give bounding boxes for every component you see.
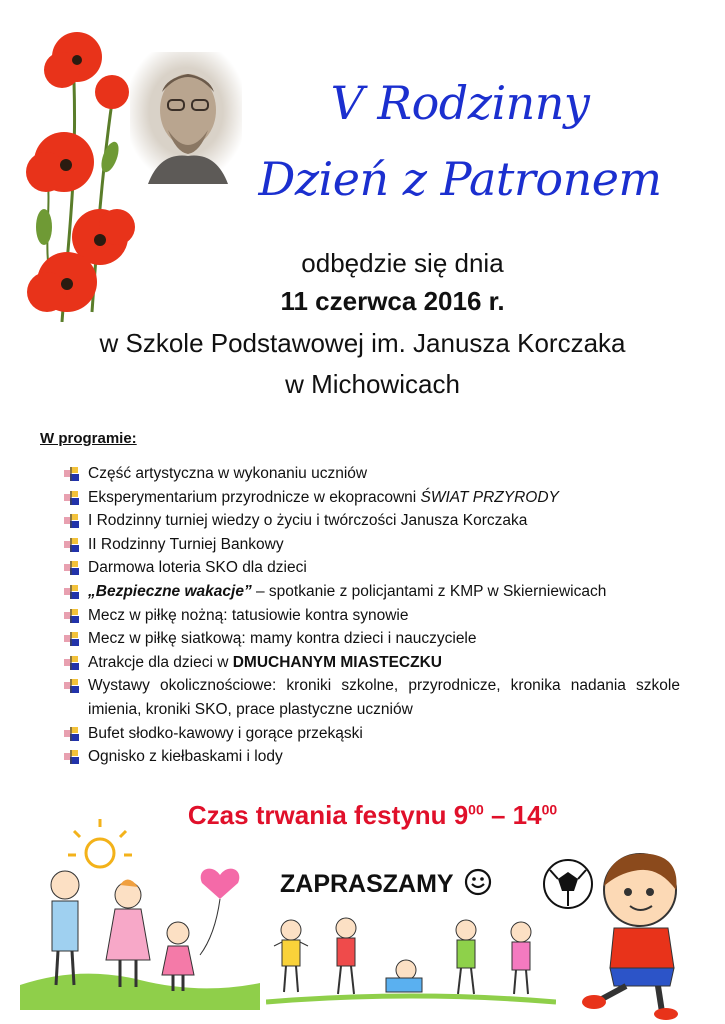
program-item-emphasis: ŚWIAT PRZYRODY: [420, 488, 559, 506]
title-line-2: Dzień z Patronem: [258, 152, 662, 206]
program-item-text: I Rodzinny turniej wiedzy o życiu i twórczości Janusza Korczaka: [88, 512, 528, 530]
school-name: w Szkole Podstawowej im. Janusza Korczaka: [99, 328, 626, 358]
program-item: [64, 486, 680, 510]
program-item: [64, 627, 680, 651]
program-list: [64, 462, 680, 769]
program-item: [64, 604, 680, 628]
duration-dash: – 14: [483, 800, 542, 830]
program-item-text: Darmowa loteria SKO dla dzieci: [88, 559, 307, 577]
bullet-icon: [64, 538, 80, 552]
program-item: [64, 533, 680, 557]
event-date: 11 czerwca 2016 r.: [280, 286, 505, 316]
duration-label: Czas trwania festynu 9: [187, 800, 469, 830]
invite-label: ZAPRASZAMY: [280, 870, 454, 898]
program-item: [64, 556, 680, 580]
program-item-text: Mecz w piłkę nożną: tatusiowie kontra synowie: [88, 606, 409, 624]
football-boy-illustration: [540, 840, 720, 1020]
smiley-icon: [464, 868, 492, 896]
bullet-icon: [64, 514, 80, 528]
program-item-text: Wystawy okolicznościowe: kroniki szkolne, przyrodnicze, kronika nadania szkole imienia, kroniki SKO, prace plastyczne uczniów: [88, 677, 680, 718]
program-item: [64, 651, 680, 675]
town-name: w Michowicach: [285, 369, 460, 399]
bullet-icon: [64, 585, 80, 599]
program-item: [64, 722, 680, 746]
invite-text: [280, 868, 492, 899]
kids-illustration: [266, 910, 556, 1010]
bullet-icon: [64, 656, 80, 670]
program-item-text: Bufet słodko-kawowy i gorące przekąski: [88, 724, 363, 742]
program-item: [64, 674, 680, 721]
bullet-icon: [64, 632, 80, 646]
program-item: [64, 745, 680, 769]
bullet-icon: [64, 609, 80, 623]
program-item: [64, 462, 680, 486]
program-item-strong: DMUCHANYM MIASTECZKU: [232, 653, 442, 671]
program-item-text: – spotkanie z policjantami z KMP w Skierniewicach: [251, 582, 607, 600]
program-item: [64, 509, 680, 533]
program-item-text: Mecz w piłkę siatkową: mamy kontra dzieci i nauczyciele: [88, 630, 477, 648]
bullet-icon: [64, 491, 80, 505]
program-heading: W programie:: [40, 430, 137, 447]
program-item-text: Eksperymentarium przyrodnicze w ekopracowni: [88, 488, 421, 506]
bullet-icon: [64, 467, 80, 481]
poppy-illustration: [22, 22, 142, 322]
family-illustration: [20, 815, 260, 1010]
program-item-text: Część artystyczna w wykonaniu uczniów: [88, 465, 368, 482]
program-item-text: Ognisko z kiełbaskami i lody: [88, 748, 283, 766]
program-item-text: Atrakcje dla dzieci w: [88, 653, 233, 671]
program-item-emphasis: „Bezpieczne wakacje”: [88, 582, 252, 600]
title-line-1: V Rodzinny: [330, 76, 590, 130]
info-intro: odbędzie się dnia: [301, 248, 504, 278]
bullet-icon: [64, 727, 80, 741]
program-item-text: II Rodzinny Turniej Bankowy: [88, 535, 284, 553]
bullet-icon: [64, 561, 80, 575]
bullet-icon: [64, 750, 80, 764]
duration-start-sup: 00: [468, 801, 484, 818]
duration-end-sup: 00: [541, 801, 558, 818]
program-item: [64, 580, 680, 604]
bullet-icon: [64, 679, 80, 693]
